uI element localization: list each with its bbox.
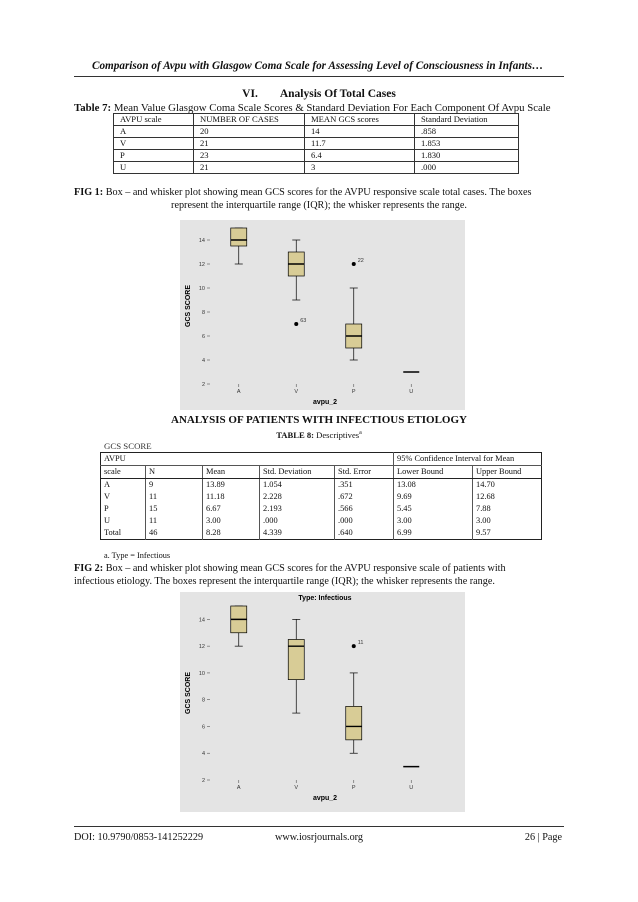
table-cell: .640 (335, 527, 394, 540)
table-cell: U (114, 162, 194, 174)
table-cell: 6.4 (305, 150, 415, 162)
table8-footnote: a. Type = Infectious (104, 551, 171, 560)
table-header-cell: scale (101, 466, 146, 479)
y-tick-label: 12 (198, 644, 205, 651)
table-row (101, 503, 542, 515)
table7 (113, 113, 519, 174)
table8 (100, 452, 542, 540)
x-tick-label: V (294, 389, 299, 395)
table-header-cell: Lower Bound (394, 466, 473, 479)
outlier-point (352, 262, 356, 266)
box-iqr (231, 228, 247, 246)
x-tick-label: P (351, 785, 356, 791)
table-cell: 14 (305, 126, 415, 138)
table-header-cell: Upper Bound (473, 466, 542, 479)
box-iqr (346, 706, 362, 739)
section-number: VI. (242, 88, 258, 100)
x-tick-label: A (236, 785, 241, 791)
table-cell: 46 (146, 527, 203, 540)
table-cell: 3.00 (394, 515, 473, 527)
table-cell: P (114, 150, 194, 162)
table8-caption (0, 430, 638, 440)
y-tick-label: 6 (201, 724, 205, 731)
plot-background (180, 220, 465, 410)
table-cell: .672 (335, 491, 394, 503)
table-cell: .000 (260, 515, 335, 527)
footer-site[interactable]: www.iosrjournals.org (274, 832, 363, 843)
table-cell: 1.830 (415, 150, 519, 162)
x-axis-label: avpu_2 (312, 399, 338, 406)
table-cell: Total (104, 528, 122, 537)
y-tick-label: 14 (198, 617, 205, 624)
x-tick-label: A (236, 389, 241, 395)
table-cell: .000 (335, 515, 394, 527)
table-cell: 21 (194, 162, 305, 174)
x-tick-label: V (294, 785, 299, 791)
header-rule (74, 76, 564, 77)
table-cell: 9.69 (394, 491, 473, 503)
table-row (114, 162, 519, 174)
fig1-label: FIG 1: (74, 187, 104, 198)
table-cell: .351 (335, 479, 394, 492)
footer-doi: DOI: 10.9790/0853-141252229 (74, 832, 204, 843)
table-cell: 2.193 (260, 503, 335, 515)
table-cell: 8.28 (203, 527, 260, 540)
x-axis-label: avpu_2 (312, 795, 338, 802)
outlier-label: 11 (357, 640, 364, 647)
boxplot-chart-total (180, 220, 465, 410)
table-cell: A (104, 480, 111, 489)
table-header-cell: Std. Error (335, 466, 394, 479)
table-row (101, 491, 542, 503)
table-header-cell: Std. Deviation (260, 466, 335, 479)
table-cell: 6.67 (203, 503, 260, 515)
table-header-row (101, 453, 542, 466)
fig1-caption-line2: represent the interquartile range (IQR); the whisker represents the range. (171, 199, 467, 211)
table-header-row (114, 114, 519, 126)
table7-title: Mean Value Glasgow Coma Scale Scores & Standard Deviation For Each Component Of Avpu Scale (113, 102, 551, 114)
table-cell: 6.99 (394, 527, 473, 540)
table-header-cell: AVPU scale (114, 114, 194, 126)
footer-page: 26 | Page (524, 832, 562, 843)
y-tick-label: 6 (201, 334, 205, 340)
table-cell: U (104, 516, 111, 525)
outlier-label: 63 (300, 318, 307, 324)
y-axis-label: GCS SCORE (185, 284, 192, 328)
running-header: Comparison of Avpu with Glasgow Coma Scale for Assessing Level of Consciousness in Infants… (92, 60, 544, 72)
table-cell: 11 (146, 515, 203, 527)
x-tick-label: U (409, 389, 414, 395)
table8-title: Descriptives (316, 430, 360, 440)
x-tick-label: P (351, 389, 356, 395)
table8-dependent-label: GCS SCORE (104, 441, 152, 451)
boxplot-chart-infectious (180, 592, 465, 812)
fig2-caption (74, 563, 564, 588)
table-cell: A (114, 126, 194, 138)
table-row (114, 138, 519, 150)
y-tick-label: 2 (201, 778, 205, 784)
table-cell: 11.7 (305, 138, 415, 150)
table-header-cell: NUMBER OF CASES (194, 114, 305, 126)
table-header-row (101, 466, 542, 479)
table-cell: 9 (146, 479, 203, 492)
table-row (101, 527, 542, 540)
table-cell: V (104, 492, 111, 501)
table-cell: .000 (415, 162, 519, 174)
fig1-caption (74, 187, 564, 212)
y-tick-label: 8 (201, 697, 205, 704)
outlier-point (294, 322, 298, 326)
table-cell: V (114, 138, 194, 150)
table-cell: 23 (194, 150, 305, 162)
table-cell: 13.89 (203, 479, 260, 492)
table-cell: 2.228 (260, 491, 335, 503)
table-cell: 3 (305, 162, 415, 174)
y-tick-label: 14 (198, 238, 205, 244)
table-row (101, 515, 542, 527)
table-cell: 9.57 (473, 527, 542, 540)
table-header-cell: Mean (203, 466, 260, 479)
table-cell: 11 (146, 491, 203, 503)
footer-rule (74, 826, 564, 827)
section-title-text: Analysis Of Total Cases (279, 88, 396, 100)
table-header-cell: AVPU (101, 453, 394, 466)
y-tick-label: 8 (201, 310, 205, 316)
y-tick-label: 2 (201, 382, 205, 388)
table8-label: TABLE 8: (276, 430, 314, 440)
y-tick-label: 4 (201, 358, 205, 364)
outlier-point (352, 644, 356, 648)
y-tick-label: 4 (201, 751, 205, 758)
table-cell: 7.88 (473, 503, 542, 515)
fig1-caption-line1: Box – and whisker plot showing mean GCS scores for the AVPU responsive scale total cases. The boxes (105, 187, 532, 198)
table-cell: 3.00 (203, 515, 260, 527)
x-tick-label: U (409, 785, 414, 791)
fig2-caption-line2: infectious etiology. The boxes represent the interquartile range (IQR); the whisker represents the range. (74, 575, 495, 587)
section-title (0, 88, 638, 100)
table-row (114, 150, 519, 162)
table-cell: .858 (415, 126, 519, 138)
table-header-cell: N (146, 466, 203, 479)
table-row (101, 479, 542, 492)
y-axis-label: GCS SCORE (185, 671, 192, 715)
table-cell: 1.853 (415, 138, 519, 150)
table-cell: 20 (194, 126, 305, 138)
fig2-label: FIG 2: (74, 563, 104, 574)
table-cell: 4.339 (260, 527, 335, 540)
table-cell: 1.054 (260, 479, 335, 492)
y-tick-label: 12 (198, 262, 205, 268)
fig2-caption-line1: Box – and whisker plot showing mean GCS scores for the AVPU responsive scale of patients with (105, 563, 506, 574)
y-tick-label: 10 (198, 286, 205, 292)
table-row (114, 126, 519, 138)
table-cell: 5.45 (394, 503, 473, 515)
table-cell: 11.18 (203, 491, 260, 503)
chart-title: Type: Infectious (298, 595, 352, 602)
table-cell: P (104, 504, 109, 513)
table-cell: 13.08 (394, 479, 473, 492)
table-cell: 21 (194, 138, 305, 150)
table-header-cell: Standard Deviation (415, 114, 519, 126)
infectious-section-title: ANALYSIS OF PATIENTS WITH INFECTIOUS ETIOLOGY (171, 414, 467, 426)
outlier-label: 22 (357, 258, 364, 264)
table-header-cell: 95% Confidence Interval for Mean (394, 453, 542, 466)
table-cell: 3.00 (473, 515, 542, 527)
plot-background (180, 592, 465, 812)
table-cell: 12.68 (473, 491, 542, 503)
table-header-cell: MEAN GCS scores (305, 114, 415, 126)
table-cell: 14.70 (473, 479, 542, 492)
table-cell: 15 (146, 503, 203, 515)
table7-label: Table 7: (74, 102, 112, 114)
table-cell: .566 (335, 503, 394, 515)
table8-superscript: a (359, 430, 362, 437)
y-tick-label: 10 (198, 670, 205, 677)
